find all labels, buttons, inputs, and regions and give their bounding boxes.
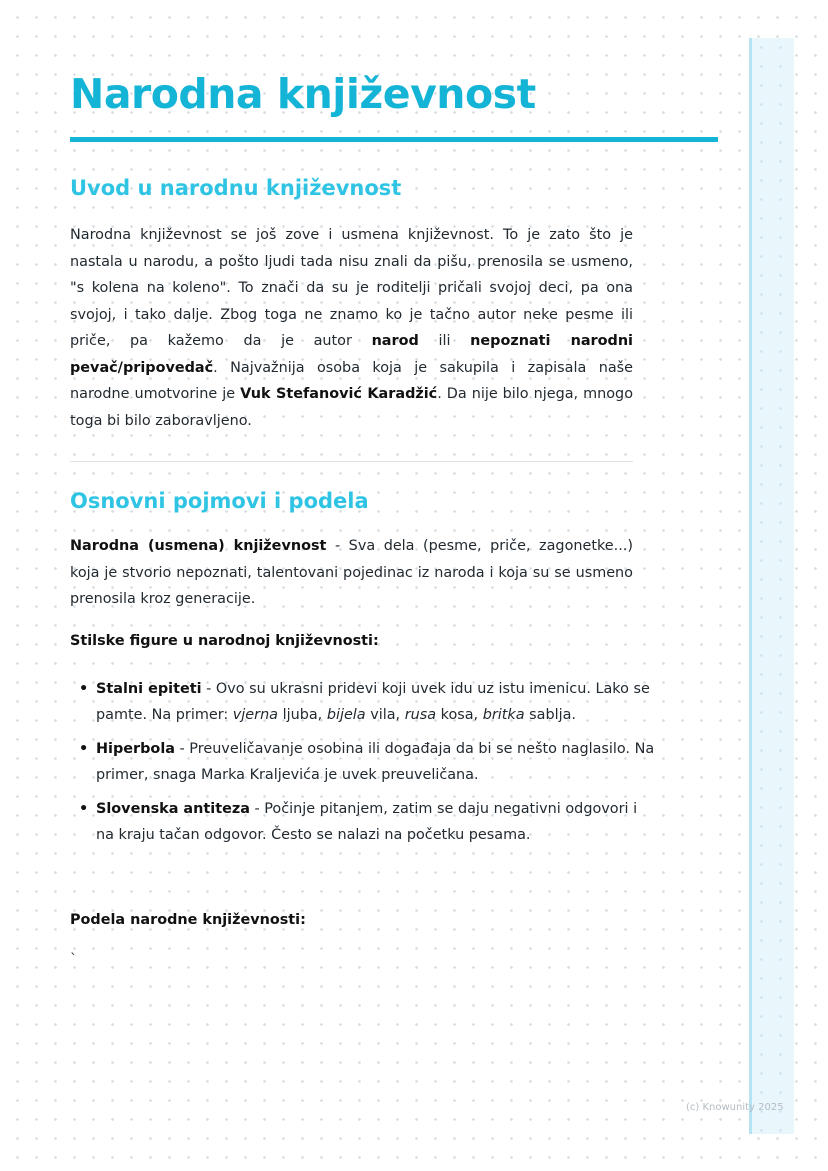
bullet-icon: •: [79, 801, 89, 817]
list-item: • Hiperbola - Preuveličavanje osobina ili događaja da bi se nešto naglasilo. Na primer, snaga Marka Kraljevića je uvek preuveličana.: [96, 736, 659, 788]
section-heading-concepts: Osnovni pojmovi i podela: [70, 489, 369, 513]
copyright-text: (c) Knowunity 2025: [686, 1102, 784, 1113]
figure-term: Hiperbola: [96, 741, 175, 757]
division-subheading: Podela narodne književnosti:: [70, 912, 306, 928]
definition-paragraph: Narodna (usmena) književnost - Sva dela (pesme, priče, zagonetke...) koja je stvorio nepoznati, talentovani pojedinac iz naroda i koja su se usmeno prenosila kroz generacije.: [70, 538, 633, 607]
section-heading-intro: Uvod u narodnu književnost: [70, 176, 402, 200]
bold-unknown-singer: nepoznati narodni pevač/pripovedač: [70, 333, 633, 376]
figure-term: Stalni epiteti: [96, 681, 202, 697]
right-margin-strip: [749, 38, 794, 1134]
intro-paragraph: Narodna književnost se još zove i usmena književnost. To je zato što je nastala u narodu, a pošto ljudi tada nisu znali da pišu, prenosila se usmeno, "s kolena na koleno". To znači da su je roditelji pričali svojoj deci, pa ona svojoj, i tako dalje. Zbog toga ne znamo ko je tačno autor neke pesme ili priče, pa kažemo da je autor narod ili nepoznati narodni pevač/pripovedač. Najvažnija osoba koja je sakupila i zapisala naše narodne umotvorine je Vuk Stefanović Karadžić. Da nije bilo njega, mnogo toga bi bilo zaboravljeno.: [70, 227, 634, 429]
bullet-icon: •: [79, 741, 89, 757]
page-title: Narodna književnost: [70, 70, 536, 118]
stray-mark: `: [70, 952, 77, 968]
figures-list: [70, 676, 659, 856]
figure-term: Slovenska antiteza: [96, 801, 250, 817]
title-underline: [70, 137, 718, 142]
bold-vuk-karadzic: Vuk Stefanović Karadžić: [240, 386, 438, 402]
figures-subheading: Stilske figure u narodnoj književnosti:: [70, 633, 379, 649]
bullet-icon: •: [79, 681, 89, 697]
bold-narod: narod: [371, 333, 419, 349]
section-divider: [70, 461, 633, 462]
list-item: • Stalni epiteti - Ovo su ukrasni pridevi koji uvek idu uz istu imenicu. Lako se pamte. Na primer: vjerna ljuba, bijela vila, rusa kosa, britka sablja.: [96, 676, 659, 728]
definition-term: Narodna (usmena) književnost: [70, 538, 327, 554]
list-item: • Slovenska antiteza - Počinje pitanjem, zatim se daju negativni odgovori i na kraju tačan odgovor. Često se nalazi na početku pesama.: [96, 796, 659, 848]
